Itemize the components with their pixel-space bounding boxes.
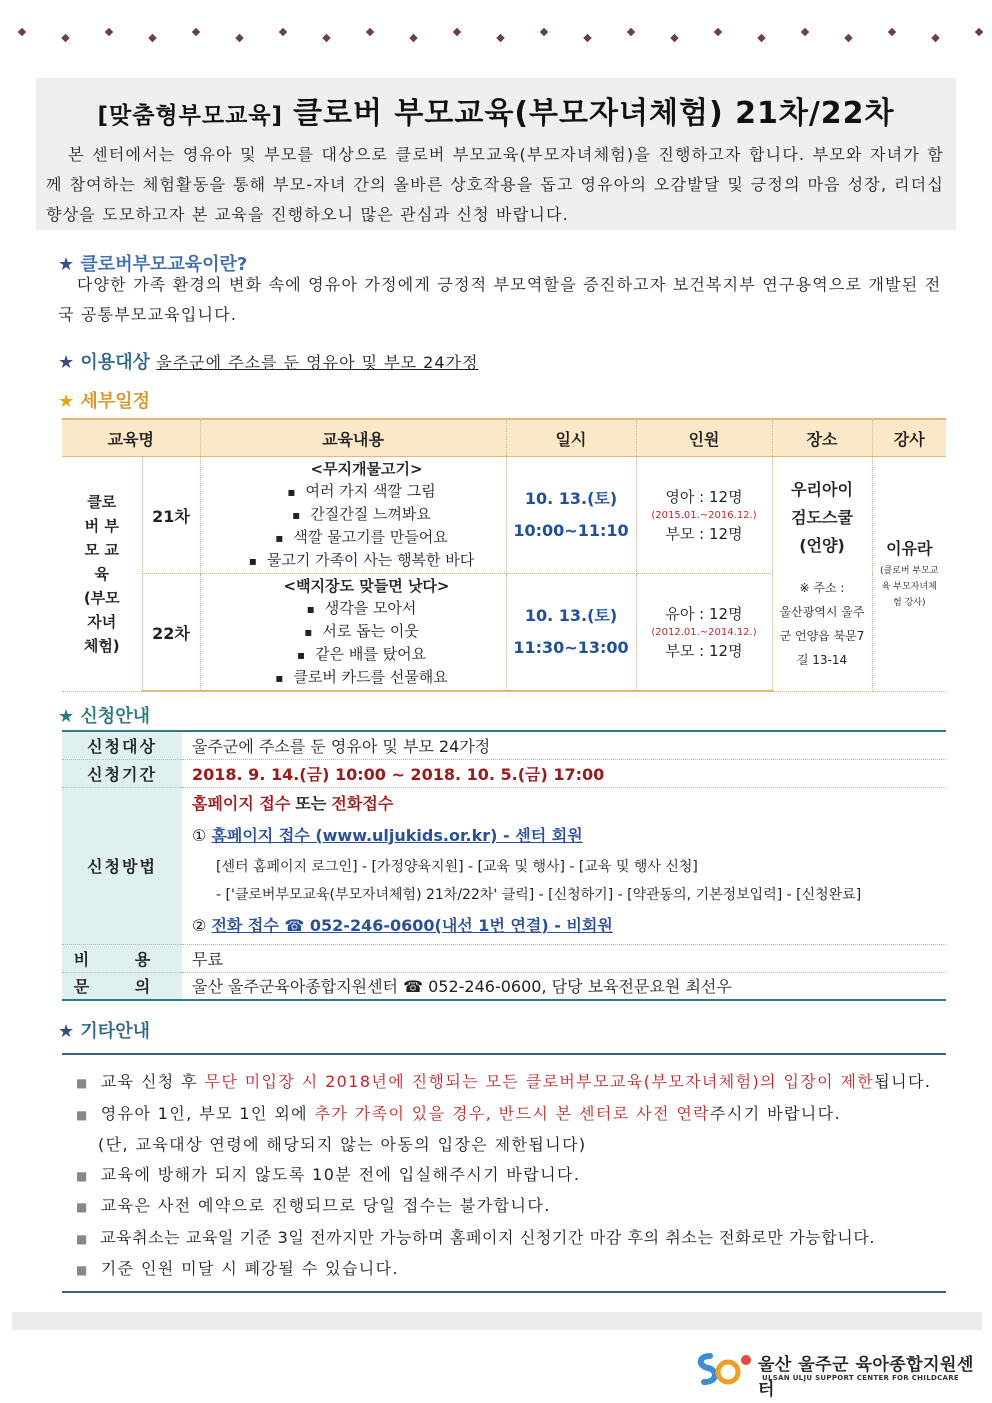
dot-mark bbox=[192, 28, 200, 36]
date-cell: 10. 13.(토) 11:30~13:00 bbox=[506, 574, 636, 692]
dot-mark bbox=[453, 28, 461, 36]
apply-heading: ★ 신청안내 bbox=[58, 706, 150, 727]
dot-mark bbox=[670, 34, 678, 42]
list-item: ■ 교육취소는 교육일 기준 3일 전까지만 가능하며 홈페이지 신청기간 마감 후의 취소는 전화로만 가능합니다. bbox=[76, 1227, 876, 1247]
etc-list bbox=[76, 1067, 946, 1286]
title-main: 클로버 부모교육(부모자녀체험) 21차/22차 bbox=[293, 96, 895, 131]
dot-mark bbox=[322, 34, 330, 42]
dot-mark bbox=[148, 34, 156, 42]
star-icon: ★ bbox=[58, 391, 75, 412]
round-cell: 21차 bbox=[142, 457, 200, 574]
dot-mark bbox=[61, 34, 69, 42]
table-row: 비 용 무료 bbox=[62, 944, 946, 972]
about-text: 다양한 가족 환경의 변화 속에 영유아 가정에게 긍정적 부모역할을 증진하고자 보건복지부 연구용역으로 개발된 전국 공통부모교육입니다. bbox=[58, 275, 942, 324]
target-text: 울주군에 주소를 둔 영유아 및 부모 24가정 bbox=[156, 353, 479, 372]
table-row: 문 의 울산 울주군육아종합지원센터 ☎ 052-246-0600, 담당 보육전문요원 최선우 bbox=[62, 972, 946, 1000]
table-row: 신청방법 홈페이지 접수 또는 전화접수 ① 홈페이지 접수 (www.uljukids.or.kr) - 센터 회원 [센터 홈페이지 로그인] - [가정양육지원] - [교육 및 행사] - [교육 및 행사 신청] - ['클로버부모교육(부모자녀체험) 21차/22차' 클릭] - [신청하기] - [약관동의, 기본정보입력] - [신청완료] ② 전화 접수 ☎ 052-246-0600(내선 1번 연결) - 비회원 bbox=[62, 787, 946, 944]
star-icon: ★ bbox=[58, 254, 75, 275]
dot-mark bbox=[583, 34, 591, 42]
intro-text bbox=[46, 140, 944, 230]
dot-mark bbox=[235, 34, 243, 42]
list-item: ■ 영유아 1인, 부모 1인 외에 추가 가족이 있을 경우, 반드시 본 센터로 사전 연락주시기 바랍니다. bbox=[76, 1103, 841, 1123]
dot-mark bbox=[540, 28, 548, 36]
people-cell: 유아 : 12명 (2012.01.~2014.12.) 부모 : 12명 bbox=[636, 574, 772, 692]
method-cell: 홈페이지 접수 또는 전화접수 ① 홈페이지 접수 (www.uljukids.or.kr) - 센터 회원 [센터 홈페이지 로그인] - [가정양육지원] - [교육 및 행사] - [교육 및 행사 신청] - ['클로버부모교육(부모자녀체험) 21차/22차' 클릭] - [신청하기] - [약관동의, 기본정보입력] - [신청완료] ② 전화 접수 ☎ 052-246-0600(내선 1번 연결) - 비회원 bbox=[182, 787, 946, 944]
table-row: 신청기간 2018. 9. 14.(금) 10:00 ~ 2018. 10. 5.(금) 17:00 bbox=[62, 759, 946, 787]
place-cell: 우리아이 검도스쿨 (언양) ※ 주소 : 울산광역시 울주군 언양읍 북문7길 13-14 bbox=[772, 457, 872, 692]
target-heading: ★ 이용대상 울주군에 주소를 둔 영유아 및 부모 24가정 bbox=[58, 352, 479, 373]
etc-heading: ★ 기타안내 bbox=[58, 1021, 150, 1042]
schedule-heading: ★ 세부일정 bbox=[58, 391, 150, 412]
dot-mark bbox=[801, 28, 809, 36]
decorative-dot-border bbox=[0, 24, 992, 44]
title-tag: [맞춤형부모교육] bbox=[97, 103, 284, 129]
round-cell: 22차 bbox=[142, 574, 200, 692]
content-cell: <무지개물고기> ▪ 여러 가지 색깔 그림 ▪ 간질간질 느껴봐요 ▪ 색깔 물고기를 만들어요 ▪ 물고기 가족이 사는 행복한 바다 bbox=[200, 457, 506, 574]
star-icon: ★ bbox=[58, 706, 75, 727]
homepage-link[interactable]: 홈페이지 접수 (www.uljukids.or.kr) - 센터 회원 bbox=[211, 825, 583, 845]
schedule-header-row: 교육명 교육내용 일시 인원 장소 강사 bbox=[62, 419, 946, 457]
dot-mark bbox=[105, 28, 113, 36]
list-item: ■ 교육은 사전 예약으로 진행되므로 당일 접수는 불가합니다. bbox=[76, 1196, 551, 1215]
schedule-table bbox=[62, 418, 946, 692]
dot-mark bbox=[757, 34, 765, 42]
dot-mark bbox=[279, 28, 287, 36]
dot-mark bbox=[409, 34, 417, 42]
about-heading: ★ 클로버부모교육이란? bbox=[58, 254, 248, 275]
logo-icon bbox=[694, 1348, 756, 1388]
list-item: ■ 교육 신청 후 무단 미입장 시 2018년에 진행되는 모든 클로버부모교육(부모자녀체험)의 입장이 제한됩니다. bbox=[76, 1072, 932, 1091]
dot-mark bbox=[844, 34, 852, 42]
dot-mark bbox=[627, 28, 635, 36]
list-item: ■ 기준 인원 미달 시 폐강될 수 있습니다. bbox=[76, 1259, 399, 1278]
header-box bbox=[36, 78, 956, 230]
date-cell: 10. 13.(토) 10:00~11:10 bbox=[506, 457, 636, 574]
footer-bar bbox=[12, 1312, 982, 1330]
program-name: 클로버 부모 교육 (부모 자녀 체험) bbox=[62, 457, 142, 692]
table-row bbox=[62, 457, 946, 574]
phone-link[interactable]: 전화 접수 ☎ 052-246-0600(내선 1번 연결) - 비회원 bbox=[211, 915, 613, 935]
apply-table bbox=[62, 730, 946, 1001]
people-cell: 영아 : 12명 (2015.01.~2016.12.) 부모 : 12명 bbox=[636, 457, 772, 574]
dot-mark bbox=[714, 28, 722, 36]
table-row: 신청대상 울주군에 주소를 둔 영유아 및 부모 24가정 bbox=[62, 731, 946, 759]
dot-mark bbox=[931, 34, 939, 42]
dot-mark bbox=[496, 34, 504, 42]
list-item: ■ 교육에 방해가 되지 않도록 10분 전에 입실해주시기 바랍니다. bbox=[76, 1164, 581, 1184]
content-cell: <백지장도 맞들면 낫다> ▪ 생각을 모아서 ▪ 서로 돕는 이웃 ▪ 같은 배를 탔어요 ▪ 클로버 카드를 선물해요 bbox=[200, 574, 506, 692]
star-icon: ★ bbox=[58, 352, 75, 373]
dot-mark bbox=[18, 28, 26, 36]
center-logo: 울산 울주군 육아종합지원센터 ULSAN ULJU SUPPORT CENTER FOR CHILDCARE bbox=[694, 1348, 974, 1392]
instructor-cell: 이유라 (클로버 부모교육 부모자녀체험 강사) bbox=[872, 457, 946, 692]
page-title bbox=[36, 78, 956, 132]
dot-mark bbox=[975, 28, 983, 36]
dot-mark bbox=[366, 28, 374, 36]
etc-box bbox=[62, 1053, 946, 1293]
star-icon: ★ bbox=[58, 1021, 75, 1042]
intro-body: 본 센터에서는 영유아 및 부모를 대상으로 클로버 부모교육(부모자녀체험)을 진행하고자 합니다. 부모와 자녀가 함께 참여하는 체험활동을 통해 부모-자녀 간의 올바른 상호작용을 돕고 영유아의 오감발달 및 긍정의 마음 성장, 리더십 향상을 도모하고자 본 교육을 진행하오니 많은 관심과 신청 바랍니다. bbox=[46, 145, 945, 224]
dot-mark bbox=[888, 28, 896, 36]
list-item: (단, 교육대상 연령에 해당되지 않는 아동의 입장은 제한됩니다) bbox=[98, 1135, 587, 1154]
